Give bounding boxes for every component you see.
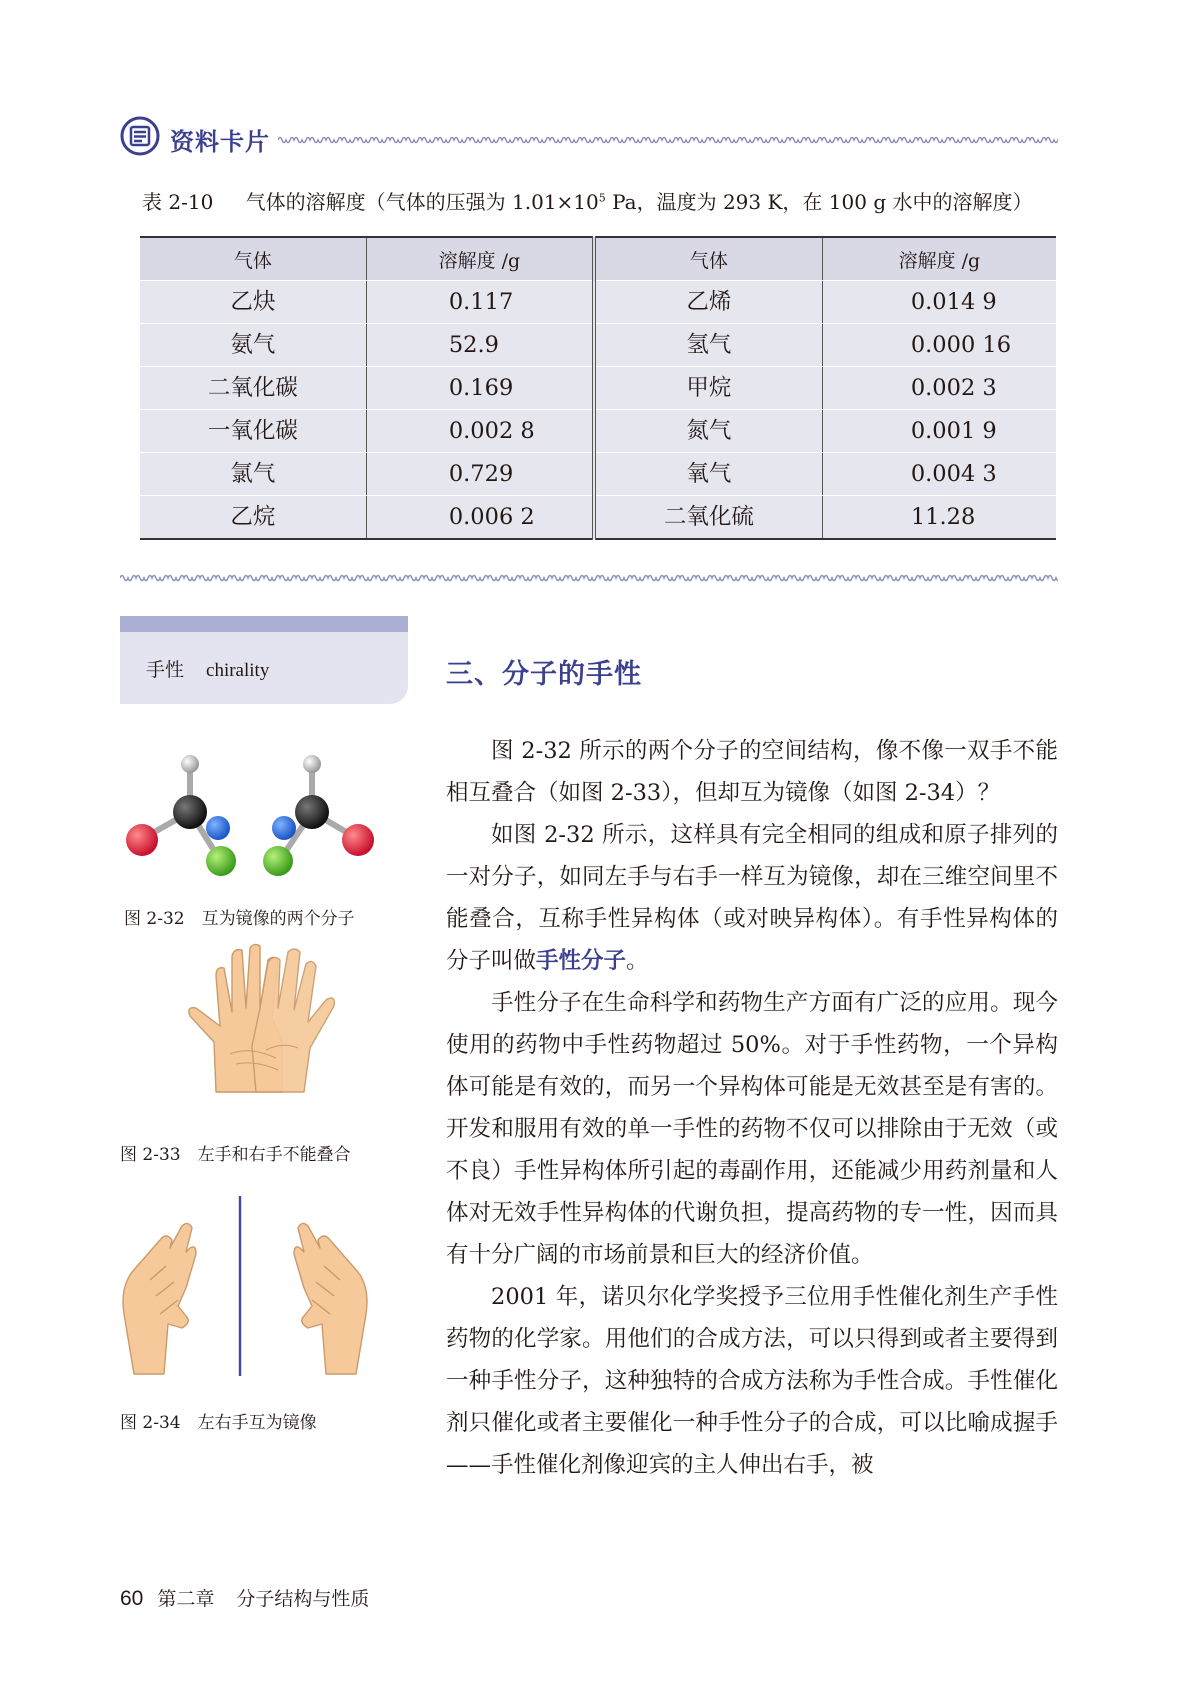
body-text (446, 730, 1058, 1486)
table-cell: 0.002 8 (366, 410, 594, 453)
wave-divider-bottom (120, 572, 1058, 584)
table-cell: 0.002 3 (822, 367, 1056, 410)
figure-mirror-molecules (120, 744, 400, 894)
card-title: 资料卡片 (170, 128, 270, 156)
table-cell: 0.014 9 (822, 281, 1056, 324)
figure-mirror-hands (120, 1196, 370, 1376)
molecule-right (263, 755, 374, 876)
table-cell: 乙炔 (140, 281, 366, 324)
table-cell: 氨气 (140, 324, 366, 367)
paragraph (446, 814, 1058, 982)
paragraph-text: 如图 2-32 所示，这样具有完全相同的组成和原子排列的一对分子，如同左手与右手一样互为镜像，却在三维空间里不能叠合，互称手性异构体（或对映异构体）。有手性异构体的分子叫做 (446, 822, 1058, 974)
table-cell: 0.169 (366, 367, 594, 410)
table-header-row (140, 237, 1056, 281)
table-row (140, 410, 1056, 453)
table-header-gas: 气体 (140, 237, 366, 281)
table-cell: 氧气 (594, 453, 822, 496)
table-row (140, 496, 1056, 540)
table-header-solubility: 溶解度 /g (822, 237, 1056, 281)
table-cell: 0.000 16 (822, 324, 1056, 367)
solubility-table (140, 236, 1056, 540)
table-cell: 氢气 (594, 324, 822, 367)
table-cell: 0.004 3 (822, 453, 1056, 496)
table-row (140, 324, 1056, 367)
table-cell: 氯气 (140, 453, 366, 496)
term-text (146, 655, 269, 682)
table-cell: 二氧化碳 (140, 367, 366, 410)
table-header-gas: 气体 (594, 237, 822, 281)
table-cell: 0.117 (366, 281, 594, 324)
table-cell: 11.28 (822, 496, 1056, 540)
table-cell: 一氧化碳 (140, 410, 366, 453)
wave-divider-top (278, 134, 1058, 146)
chapter-title: 分子结构与性质 (236, 1588, 370, 1610)
table-row (140, 453, 1056, 496)
table-cell: 52.9 (366, 324, 594, 367)
table-caption-text-b: Pa，温度为 293 K，在 100 g 水中的溶解度） (605, 190, 1033, 214)
table-cell: 0.729 (366, 453, 594, 496)
figure-caption-2-34: 图 2-34 左右手互为镜像 (120, 1413, 317, 1433)
term-zh: 手性 (146, 659, 185, 681)
table-cell: 氮气 (594, 410, 822, 453)
left-hand (123, 1223, 196, 1374)
figure-caption-2-33: 图 2-33 左手和右手不能叠合 (120, 1145, 351, 1165)
table-header-solubility: 溶解度 /g (366, 237, 594, 281)
chapter-label: 第二章 (157, 1588, 215, 1610)
table-caption-text-a: 气体的溶解度（气体的压强为 1.01×10 (245, 190, 599, 214)
paragraph: 手性分子在生命科学和药物生产方面有广泛的应用。现今使用的药物中手性药物超过 50%。对于手性药物，一个异构体可能是有效的，而另一个异构体可能是无效甚至是有害的。开发和服用有效的单一手性的药物不仅可以排除由于无效（或不良）手性异构体所引起的毒副作用，还能减少用药剂量和人体对无效手性异构体的代谢负担，提高药物的专一性，因而具有十分广阔的市场前景和巨大的经济价值。 (446, 990, 1058, 1268)
molecule-left (126, 755, 236, 876)
right-hand (294, 1223, 367, 1374)
table-cell: 甲烷 (594, 367, 822, 410)
table-caption-exponent: 5 (598, 191, 606, 205)
page-footer (120, 1584, 369, 1611)
table-cell: 二氧化硫 (594, 496, 822, 540)
figure-caption-2-32: 图 2-32 互为镜像的两个分子 (124, 909, 355, 929)
card-icon (120, 116, 160, 156)
table-cell: 乙烷 (140, 496, 366, 540)
table-cell: 乙烯 (594, 281, 822, 324)
table-caption (142, 186, 1032, 215)
table-cell: 0.001 9 (822, 410, 1056, 453)
paragraph: 2001 年，诺贝尔化学奖授予三位用手性催化剂生产手性药物的化学家。用他们的合成方法，可以只得到或者主要得到一种手性分子，这种独特的合成方法称为手性合成。手性催化剂只催化或者主要催化一种手性分子的合成，可以比喻成握手——手性催化剂像迎宾的主人伸出右手，被 (446, 1284, 1058, 1478)
term-en: chirality (206, 660, 270, 681)
keyword-chiral-molecule: 手性分子 (536, 948, 627, 974)
page-number: 60 (120, 1587, 144, 1610)
table-row (140, 281, 1056, 324)
table-row (140, 367, 1056, 410)
figure-overlapping-hands (186, 942, 336, 1102)
table-cell: 0.006 2 (366, 496, 594, 540)
paragraph: 图 2-32 所示的两个分子的空间结构，像不像一双手不能相互叠合（如图 2-33），但却互为镜像（如图 2-34）？ (446, 738, 1058, 806)
section-heading: 三、分子的手性 (446, 659, 642, 690)
paragraph-text: 。 (626, 948, 649, 974)
table-label: 表 2-10 (142, 190, 214, 214)
